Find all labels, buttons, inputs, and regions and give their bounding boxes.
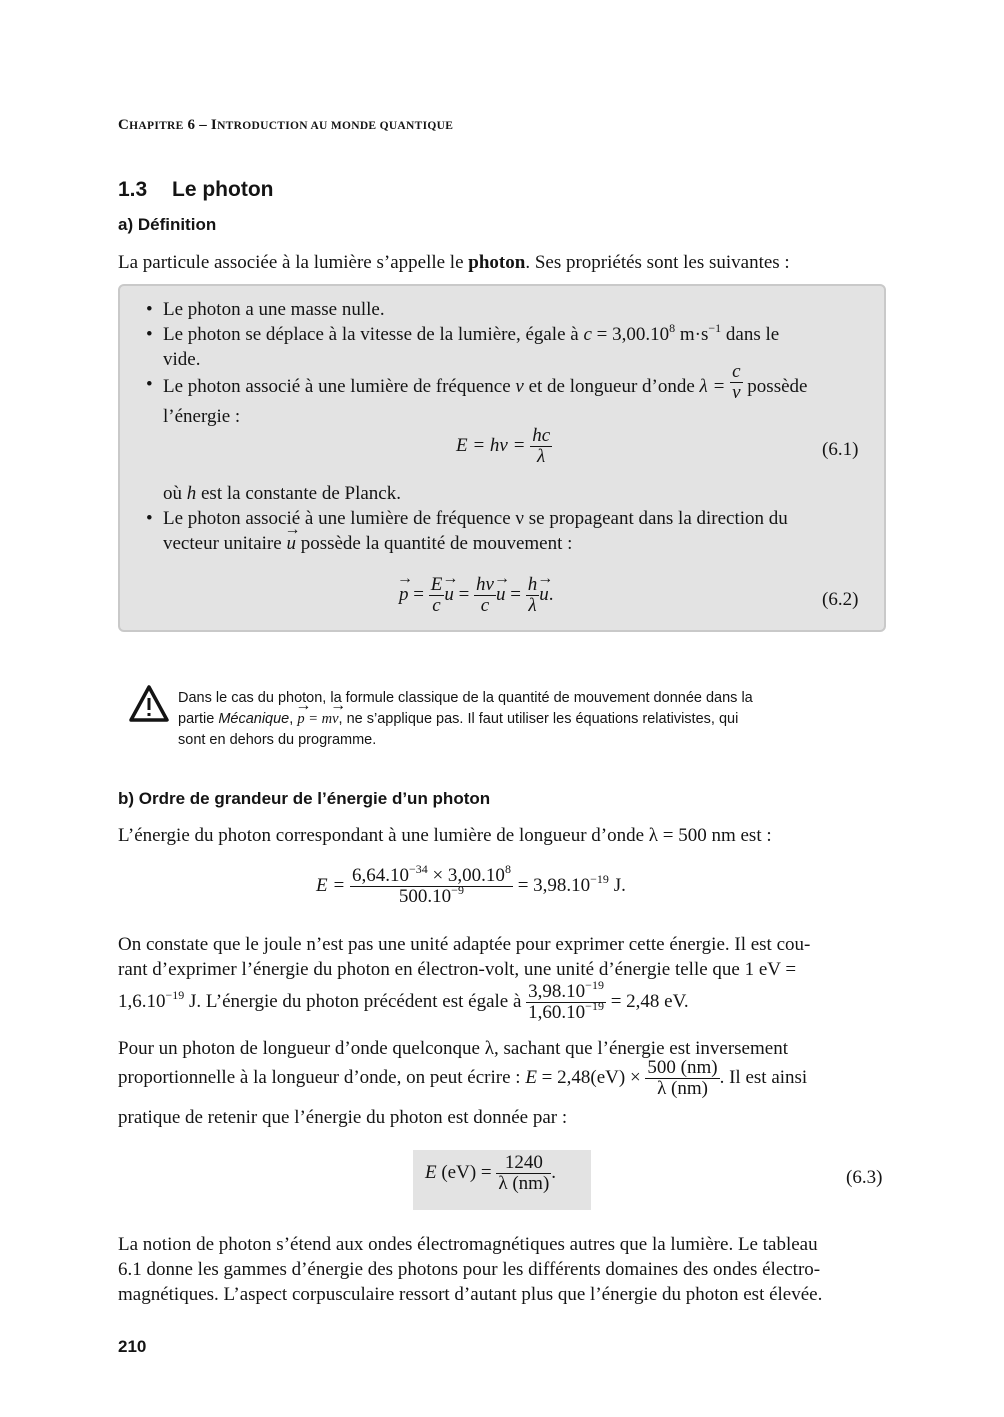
- planck-note: où h est la constante de Planck.: [163, 483, 401, 504]
- intro-paragraph: La particule associée à la lumière s’appelle le photon. Ses propriétés sont les suivantes :: [118, 252, 790, 273]
- list-item-continuation: l’énergie :: [163, 406, 241, 427]
- running-header: CHAPITRE 6 – INTRODUCTION AU MONDE QUANTIQUE: [118, 117, 454, 133]
- warning-icon: [128, 684, 170, 724]
- paragraph-line: $1,6.10^{-19}$ J. L’énergie du photon précédent est égale à $\frac{3,98.10^{-19}}{1,60.10^{-19}}$ = 2,48 eV.: [118, 978, 689, 1023]
- equation-6-3: E (eV) = $\frac{1240}{\lambda (nm)}$ .: [425, 1152, 557, 1194]
- warning-text: Dans le cas du photon, la formule classique de la quantité de mouvement donnée dans la partie Mécanique, → p = m→ v, ne s’applique pas. Il faut utiliser les équations relativistes, qui sont en dehors du programme.: [178, 688, 866, 751]
- section-heading: Le photon: [172, 178, 274, 201]
- closing-paragraph: La notion de photon s’étend aux ondes électromagnétiques autres que la lumière. Le tableau 6.1 donne les gammes d’énergie des photons pour les différents domaines des ondes électro- magnétiques. L’aspect corpusculaire ressort d’autant plus que l’énergie du photon est élevée.: [118, 1234, 823, 1305]
- list-item-continuation: vide.: [163, 349, 201, 370]
- energy-calculation: E = $\frac{6,64.10^{-34} \times 3,00.10^8}{500.10^{-9}}$ = $3,98.10^{-19}$ J.: [316, 862, 626, 907]
- paragraph: Pour un photon de longueur d’onde quelconque λ, sachant que l’énergie est inversement: [118, 1038, 788, 1059]
- equation-6-1: E = hν = $\frac{hc}{\lambda}$: [456, 425, 551, 467]
- paragraph: On constate que le joule n’est pas une unité adaptée pour exprimer cette énergie. Il est cou- rant d’exprimer l’énergie du photon en électron-volt, une unité d’énergie telle que 1 eV =: [118, 934, 811, 980]
- paragraph-line: proportionnelle à la longueur d’onde, on peut écrire : E = 2,48(eV) × $\frac{500 (nm)}{\lambda (nm)}$ . Il est ainsi: [118, 1057, 808, 1099]
- paragraph-line: pratique de retenir que l’énergie du photon est donnée par :: [118, 1107, 568, 1128]
- equation-6-2: → p = $\frac{E}{c}$ → u = $\frac{h\nu}{c}$ → u = $\frac{h}{\lambda}$ → u.: [399, 575, 553, 616]
- subsection-a-title: a) Définition: [118, 215, 217, 234]
- subsection-b-title: b) Ordre de grandeur de l’énergie d’un photon: [118, 789, 491, 808]
- order-paragraph: L’énergie du photon correspondant à une lumière de longueur d’onde λ = 500 nm est :: [118, 825, 772, 846]
- list-item-continuation: vecteur unitaire → u possède la quantité de mouvement :: [163, 531, 572, 556]
- equation-number: (6.3): [846, 1167, 883, 1188]
- section-number: 1.3: [118, 178, 148, 201]
- equation-number: (6.2): [822, 589, 859, 610]
- equation-number: (6.1): [822, 439, 859, 460]
- section-title: [118, 178, 273, 202]
- page-number: 210: [118, 1337, 147, 1356]
